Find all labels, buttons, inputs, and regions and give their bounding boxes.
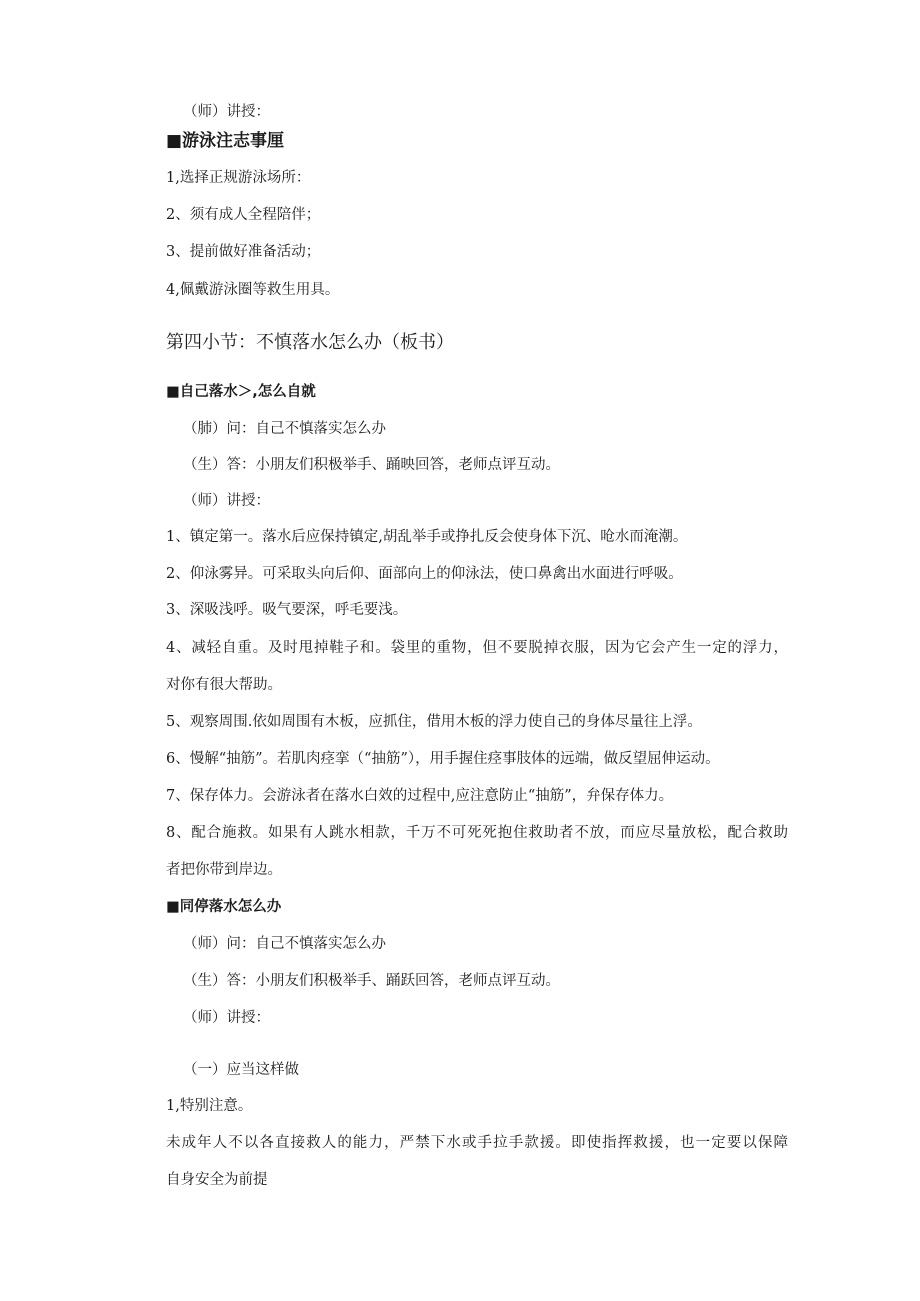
list-item: 7、保存体力。会游泳者在落水白效的过程中,应注意防止“抽筋”，弁保存体力。 bbox=[166, 788, 674, 804]
list-item: 2、仰泳雾异。可采取头向后仰、面部向上的仰泳法，使口鼻禽出水面进行呼吸。 bbox=[166, 566, 683, 582]
subsection-title: 第四小节：不慎落水怎么办（板书） bbox=[166, 332, 454, 353]
speaker-line: （师）讲授： bbox=[183, 104, 270, 120]
list-item: 3、提前做好准备活动； bbox=[166, 244, 321, 260]
speaker-line: （生）答：小朋友们积极举手、踊跃回答，老师点评互动。 bbox=[183, 973, 560, 989]
subsection-label: （一）应当这样做 bbox=[183, 1062, 299, 1078]
section-heading: ■游泳注志事厘 bbox=[166, 131, 285, 151]
section-heading: ■自己落水＞,怎么自就 bbox=[166, 384, 316, 400]
list-item-continuation: 者把你带到岸边。 bbox=[166, 862, 282, 878]
section-heading: ■同停落水怎么办 bbox=[166, 899, 282, 915]
list-item: 1,特别注意。 bbox=[166, 1098, 253, 1114]
speaker-line: （师）问：自己不慎落实怎么办 bbox=[183, 936, 386, 952]
speaker-line: （师）讲授： bbox=[183, 1010, 270, 1026]
paragraph: 未成年人不以各直接救人的能力，严禁下水或手拉手款援。即使指挥救援，也一定要以保障 bbox=[166, 1135, 788, 1151]
speaker-line: （肺）问：自己不慎落实怎么办 bbox=[183, 421, 386, 437]
speaker-line: （生）答：小朋友们积极举手、踊映回答，老师点评互动。 bbox=[183, 457, 560, 473]
list-item: 1、镇定第一。落水后应保持镇定,胡乱举手或挣扎反会使身体下沉、呛水而淹潮。 bbox=[166, 529, 688, 545]
list-item: 5、观察周围.依如周围有木板，应抓住，借用木板的浮力使自己的身体尽量往上浮。 bbox=[166, 714, 702, 730]
list-item: 3、深吸浅呼。吸气要深，呼毛要浅。 bbox=[166, 602, 408, 618]
speaker-line: （师）讲授： bbox=[183, 493, 270, 509]
paragraph-continuation: 自身安全为前提 bbox=[166, 1172, 268, 1188]
list-item: 1,选择正规游泳场所： bbox=[166, 170, 311, 186]
list-item: 8、配合施救。如果有人跳水相款，千万不可死死抱住救助者不放，而应尽量放松，配合救助 bbox=[166, 825, 788, 841]
list-item-continuation: 对你有很大帮助。 bbox=[166, 677, 282, 693]
list-item: 6、慢解“抽筋”。若肌肉痉挛（“抽筋”），用手握住痉事肢体的远端，做反望屈伸运动。 bbox=[166, 751, 720, 767]
list-item: 2、须有成人全程陪伴； bbox=[166, 207, 321, 223]
list-item: 4、减轻自重。及时甩掉鞋子和。袋里的重物，但不要脱掉衣服，因为它会产生一定的浮力， bbox=[166, 640, 788, 656]
list-item: 4,佩戴游泳圈等救生用具。 bbox=[166, 282, 340, 298]
